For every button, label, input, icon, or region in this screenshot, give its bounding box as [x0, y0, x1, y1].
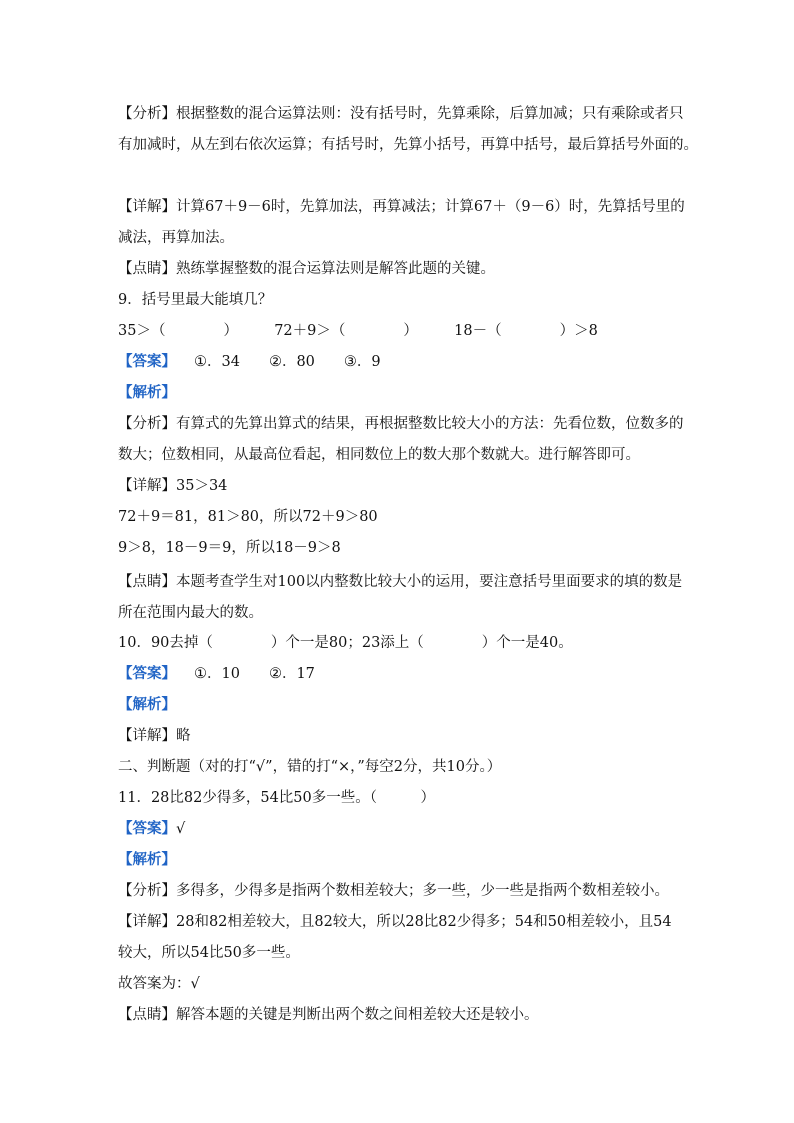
text-line: 所在范围内最大的数。	[118, 605, 263, 621]
text-line: 【详解】35＞34	[118, 478, 228, 494]
text-line: 【点睛】熟练掌握整数的混合运算法则是解答此题的关键。	[118, 261, 495, 277]
text-line: 【分析】根据整数的混合运算法则：没有括号时，先算乘除，后算加减；只有乘除或者只	[118, 106, 684, 122]
answer-values: √	[176, 821, 186, 837]
question-11: 11．28比82少得多，54比50多一些。（ ）	[118, 790, 436, 806]
text-line: 【点睛】解答本题的关键是判断出两个数之间相差较大还是较小。	[118, 1007, 539, 1023]
text-line: 72＋9＝81，81＞80，所以72＋9＞80	[118, 509, 378, 525]
answer-label: 【答案】	[118, 353, 176, 370]
answer-label: 【答案】	[118, 820, 176, 837]
text-line: 【详解】略	[118, 728, 191, 744]
question-9: 9．括号里最大能填几？	[118, 292, 273, 308]
analysis-label: 【解析】	[118, 696, 176, 713]
text-line: 较大，所以54比50多一些。	[118, 945, 300, 961]
text-line: 9＞8，18－9＝9，所以18－9＞8	[118, 540, 341, 556]
text-line: 有加减时，从左到右依次运算；有括号时，先算小括号，再算中括号，最后算括号外面的。	[118, 137, 698, 153]
answer-row	[118, 819, 185, 839]
section-heading: 二、判断题（对的打“√”，错的打“×，”每空2分，共10分。）	[118, 759, 502, 775]
text-line: 故答案为：√	[118, 976, 200, 992]
text-line: 【详解】计算67＋9－6时，先算加法，再算减法；计算67＋（9－6）时，先算括号里的	[118, 199, 685, 215]
question-9-blanks: 35＞（ ） 72＋9＞（ ） 18－（ ）＞8	[118, 323, 598, 339]
answer-row	[118, 664, 315, 684]
analysis-row	[118, 383, 176, 403]
analysis-label: 【解析】	[118, 851, 176, 868]
text-line: 减法，再算加法。	[118, 230, 234, 246]
text-line: 【点睛】本题考查学生对100以内整数比较大小的运用，要注意括号里面要求的填的数是	[118, 574, 683, 590]
text-line: 【分析】有算式的先算出算式的结果，再根据整数比较大小的方法：先看位数，位数多的	[118, 416, 684, 432]
text-line: 【分析】多得多，少得多是指两个数相差较大；多一些，少一些是指两个数相差较小。	[118, 883, 669, 899]
answer-values: ①．34 ②．80 ③．9	[194, 354, 381, 370]
answer-label: 【答案】	[118, 665, 176, 682]
text-line: 【详解】28和82相差较大，且82较大，所以28比82少得多；54和50相差较小，且54	[118, 914, 672, 930]
analysis-row	[118, 695, 176, 715]
question-10: 10．90去掉（ ）个一是80；23添上（ ）个一是40。	[118, 635, 573, 651]
answer-values: ①．10 ②．17	[194, 666, 315, 682]
analysis-row	[118, 850, 176, 870]
text-line: 数大；位数相同，从最高位看起，相同数位上的数大那个数就大。进行解答即可。	[118, 447, 640, 463]
analysis-label: 【解析】	[118, 384, 176, 401]
answer-row	[118, 352, 381, 372]
